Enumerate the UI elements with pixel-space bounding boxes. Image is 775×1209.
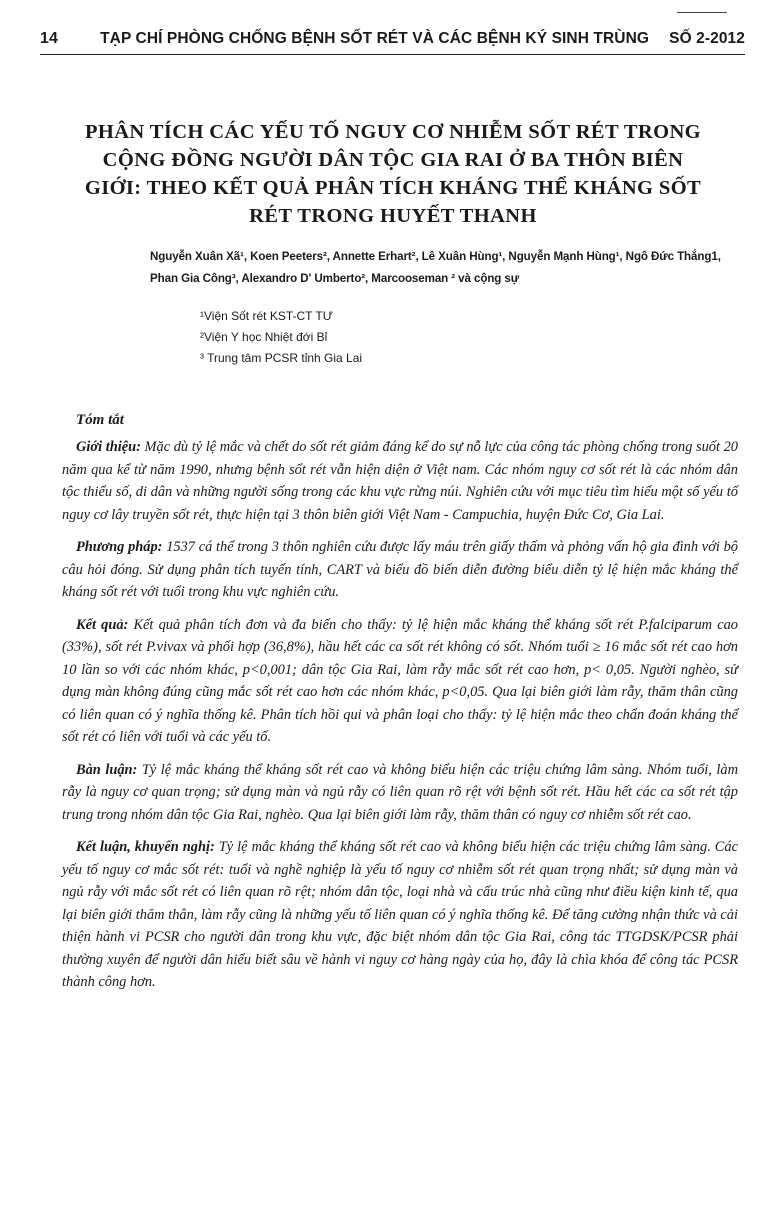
abstract-conclusion: [62, 836, 738, 994]
section-text: Kết quả phân tích đơn và đa biến cho thấy: tỷ lệ hiện mắc kháng thể kháng sốt rét P.falciparum cao (33%), sốt rét P.vivax và phối hợp (36,8%), hầu hết các ca sốt rét không có sốt. Nhóm tuổi ≥ 16 mắc sốt rét cao hơn 10 lần so với các nhóm khác, p<0,001; dân tộc Gia Rai, làm rẫy mắc sốt rét cao hơn, p< 0,05. Người nghèo, sử dụng màn không đúng cũng mắc sốt rét cao hơn các nhóm khác, p<0,05. Qua lại biên giới làm rẫy, thăm thân cũng có liên quan có ý nghĩa thống kê. Phân tích hồi qui và phân loại cho thấy: tỷ lệ hiện mắc theo chẩn đoán kháng thể sốt rét có liên với tuổi và các yếu tố.: [62, 616, 738, 745]
section-label: Phương pháp:: [76, 539, 163, 555]
abstract-results: [62, 614, 738, 749]
section-text: Tỷ lệ mắc kháng thể kháng sốt rét cao và không biểu hiện các triệu chứng lâm sàng. Các yếu tố nguy cơ mắc sốt rét: tuổi và nghề nghiệp là yếu tố nguy cơ nhiễm sốt rét quan trọng nhất; sử dụng màn và ngủ rẫy với mắc sốt rét có liên quan rõ rệt; nhóm dân tộc, loại nhà và cấu trúc nhà cũng như điều kiện kinh tế, qua lại biên giới thăm thân, làm rẫy cũng là những yếu tố liên quan có ý nghĩa thống kê. Để tăng cường nhận thức và cải thiện hành vi PCSR cho người dân trong khu vực, đặc biệt nhóm dân tộc Gia Rai, công tác TTGDSK/PCSR phải thường xuyên để người dân hiểu biết sâu về hành vi nguy cơ hàng ngày của họ, đây là chìa khóa để công tác PCSR thành công hơn.: [62, 839, 738, 990]
affiliation-3: ³ Trung tâm PCSR tỉnh Gia Lai: [200, 351, 363, 365]
abstract-discussion: [62, 759, 738, 827]
page-number: 14: [40, 30, 58, 47]
section-label: Kết quả:: [76, 616, 129, 633]
abstract-methods: [62, 536, 738, 604]
affiliations: [200, 306, 600, 369]
section-label: Kết luận, khuyến nghị:: [76, 839, 215, 855]
journal-title: TẠP CHÍ PHÒNG CHỐNG BỆNH SỐT RÉT VÀ CÁC BỆNH KÝ SINH TRÙNG: [100, 30, 650, 47]
abstract-heading: Tóm tắt: [76, 412, 124, 428]
abstract-body: [62, 436, 738, 1004]
section-label: Bàn luận:: [76, 761, 138, 778]
top-rule: [677, 12, 727, 13]
author-list: Nguyễn Xuân Xã¹, Koen Peeters², Annette Erhart², Lê Xuân Hùng¹, Nguyễn Mạnh Hùng¹, Ngô Đức Thắng1, Phan Gia Công³, Alexandro D' Umberto², Marcooseman ² và cộng sự: [150, 250, 721, 285]
section-text: Mặc dù tỷ lệ mắc và chết do sốt rét giảm đáng kể do sự nỗ lực của công tác phòng chống trong suốt 20 năm qua kể từ năm 1990, nhưng bệnh sốt rét vẫn hiện diện ở Việt nam. Các nhóm nguy cơ sốt rét là các nhóm dân tộc thiểu số, di dân và những người sống trong các khu vực rừng núi. Nghiên cứu với mục tiêu tìm hiểu một số yếu tố nguy cơ lây truyền sốt rét, thực hiện tại 3 thôn biên giới Việt Nam - Campuchia, huyện Đức Cơ, Gia Lai.: [62, 439, 738, 523]
paper-title: PHÂN TÍCH CÁC YẾU TỐ NGUY CƠ NHIỄM SỐT RÉT TRONG CỘNG ĐỒNG NGƯỜI DÂN TỘC GIA RAI Ở BA THÔN BIÊN GIỚI: THEO KẾT QUẢ PHÂN TÍCH KHÁNG THỂ KHÁNG SỐT RÉT TRONG HUYẾT THANH: [84, 121, 702, 227]
section-label: Giới thiệu:: [76, 439, 141, 455]
affiliation-1: ¹Viện Sốt rét KST-CT TƯ: [200, 309, 333, 323]
running-header: [40, 30, 745, 55]
abstract-introduction: [62, 436, 738, 526]
issue-number: SỐ 2-2012: [669, 30, 745, 47]
affiliation-2: ²Viện Y học Nhiệt đới Bỉ: [200, 330, 328, 344]
section-text: Tỷ lệ mắc kháng thể kháng sốt rét cao và không biểu hiện các triệu chứng lâm sàng. Nhóm tuổi, làm rẫy là nguy cơ quan trọng; sử dụng màn và ngủ rẫy có liên quan rõ rệt với bệnh sốt rét. Hầu hết các ca sốt rét tập trung trong nhóm dân tộc Gia Rai, nghèo. Qua lại biên giới làm rẫy, thăm thân có nguy cơ nhiễm sốt rét cao.: [62, 761, 739, 823]
section-text: 1537 cá thể trong 3 thôn nghiên cứu được lấy máu trên giấy thấm và phỏng vấn hộ gia đình với bộ câu hỏi đóng. Sử dụng phân tích tuyến tính, CART và biểu đồ biến diễn đường biểu diễn tỷ lệ hiện mắc kháng thể kháng sốt rét với tuổi trong khu vực nghiên cứu.: [62, 539, 738, 600]
